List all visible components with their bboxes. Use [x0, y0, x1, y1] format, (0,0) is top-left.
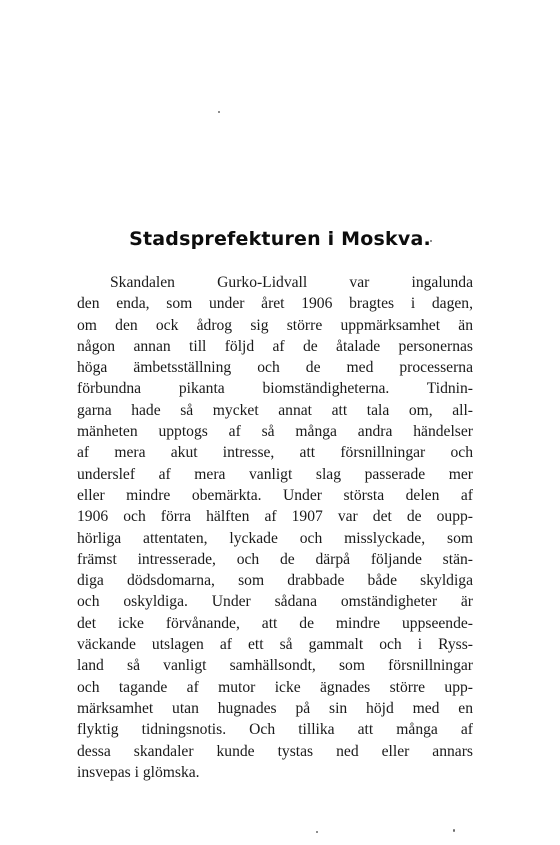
text-line: någon annan till följd af de åtalade personernas: [77, 337, 473, 355]
text-line: eller mindre obemärkta. Under största delen af: [77, 486, 473, 504]
paper-speck: [316, 831, 318, 833]
text-line: 1906 och förra hälften af 1907 var det de oupp-: [77, 508, 473, 526]
text-line: af mera akut intresse, att försnillningar och: [77, 444, 473, 462]
text-line: flyktig tidningsnotis. Och tillika att många af: [77, 721, 473, 739]
text-line: om den ock ådrog sig större uppmärksamhet än: [77, 316, 473, 334]
text-line: väckande utslagen af ett så gammalt och i Ryss-: [77, 636, 473, 654]
text-line: underslef af mera vanligt slag passerade mer: [77, 465, 473, 483]
text-line: insvepas i glömska.: [77, 763, 200, 781]
paper-speck: [453, 829, 455, 832]
text-line: hörliga attentaten, lyckade och misslyckade, som: [77, 529, 473, 547]
text-line: Skandalen Gurko-Lidvall var ingalunda: [110, 274, 473, 291]
text-line: det icke förvånande, att de mindre uppseende-: [77, 614, 473, 632]
text-line: diga dödsdomarna, som drabbade både skyldiga: [77, 572, 473, 590]
text-line: främst intresserade, och de därpå följande stän-: [77, 550, 473, 568]
text-line: land så vanligt samhällsondt, som försnillningar: [77, 657, 473, 675]
text-line: garna hade så mycket annat att tala om, all-: [77, 401, 473, 419]
text-line: mänheten upptogs af så många andra händelser: [77, 423, 473, 441]
text-line: den enda, som under året 1906 bragtes i dagen,: [77, 295, 473, 313]
text-line: och oskyldiga. Under sådana omständigheter är: [77, 593, 473, 611]
text-line: och tagande af mutor icke ägnades större upp-: [77, 678, 473, 696]
paper-speck: [218, 111, 220, 113]
page-title: Stadsprefekturen i Moskva.: [129, 228, 431, 250]
text-line: förbundna pikanta biomständigheterna. Tidnin-: [77, 380, 473, 398]
body-paragraph: [77, 272, 473, 783]
text-line: märksamhet utan hugnades på sin höjd med en: [77, 699, 473, 717]
text-line: dessa skandaler kunde tystas ned eller annars: [77, 742, 473, 760]
text-line: höga ämbetsställning och de med processerna: [77, 359, 473, 377]
